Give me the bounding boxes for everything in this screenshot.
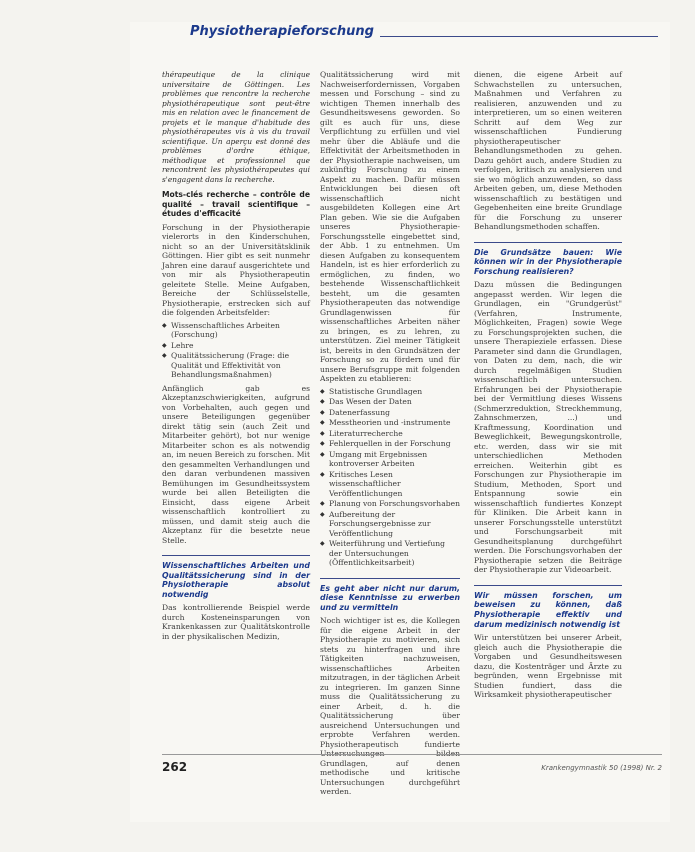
- section-heading: Es geht aber nicht nur darum, diese Kenntnisse zu erwerben und zu vermitteln: [320, 578, 460, 613]
- journal-citation: Krankengymnastik 50 (1998) Nr. 2: [541, 764, 662, 772]
- list-item: ◆ Kritisches Lesen wissenschaftlicher Veröffentlichungen: [320, 470, 460, 499]
- list-item: ◆ Messtheorien und -instrumente: [320, 418, 460, 428]
- section-heading: Wir müssen forschen, um beweisen zu können, daß Physiotherapie effektiv und darum medizinisch notwendig ist: [474, 585, 622, 629]
- list-item: ◆ Planung von Forschungsvorhaben: [320, 499, 460, 509]
- list-item: ◆ Literaturrecherche: [320, 429, 460, 439]
- body-paragraph: Anfänglich gab es Akzeptanzschwierigkeiten, aufgrund von Vorbehalten, auch gegen und unsere Beteiligungen gegenüber direkt tätig sein (auch Zeit und Mitarbeiter gehört), bot nur wenige Mitarbeiter schon es als notwendig an, im neuen Bereich zu forschen. Mit den gesammelten Verhandlungen und den daran verbundenen massiven Bemühungen im Gesundheitssystem wurde bei allen Beteiligten die Einsicht, dass eigene Arbeit wissenschaftlich kontrolliert zu müssen, und damit steig auch die Akzeptanz für die besetzte neue Stelle.: [162, 383, 310, 545]
- column-1: [162, 70, 310, 644]
- list-item: ◆ Aufbereitung der Forschungsergebnisse zur Veröffentlichung: [320, 510, 460, 539]
- keywords-heading: Mots-clés recherche – contrôle de qualité – travail scientifique – études d'efficacité: [162, 190, 310, 218]
- journal-page: [130, 22, 670, 822]
- column-3: [474, 70, 622, 703]
- list-item: ◆ Wissenschaftliches Arbeiten (Forschung): [162, 321, 310, 340]
- body-paragraph: Noch wichtiger ist es, die Kollegen für die eigene Arbeit in der Physiotherapie zu motivieren, sich stets zu hinterfragen und ihre Tätigkeiten nachzuweisen, wissenschaftliches Arbeiten mitzutragen, in der täglichen Arbeit zu integrieren. Im ganzen Sinne muss die Qualitätssicherung zu einer Arbeit, d. h. die Qualitätssicherung über ausreichend Untersuchungen und erprobte Verfahren werden. Physiotherapeutisch fundierte Untersuchungen bilden Grundlagen, auf denen methodische und kritische Untersuchungen durchgeführt werden.: [320, 616, 460, 797]
- body-paragraph: Das kontrollierende Beispiel werde durch Kosteneinsparungen von Krankenkassen zur Qualitätskontrolle in der physikalischen Medizin,: [162, 603, 310, 641]
- running-header: Physiotherapieforschung: [190, 24, 374, 39]
- list-item: ◆ Fehlerquellen in der Forschung: [320, 439, 460, 449]
- header-rule: [380, 36, 658, 37]
- body-paragraph: Forschung in der Physiotherapie vielerorts in den Kinderschuhen, nicht so an der Universitätsklinik Göttingen. Hier gibt es seit nunmehr Jahren eine darauf ausgerichtete und von mir als Physiotherapeutin geleitete Stelle. Meine Aufgaben, Bereiche der Schlüsselstelle, Physiotherapie, erstrecken sich auf die folgenden Arbeitsfelder:: [162, 222, 310, 317]
- task-list: [162, 321, 310, 380]
- section-heading: Die Grundsätze bauen: Wie können wir in der Physiotherapie Forschung realisieren?: [474, 242, 622, 277]
- list-item: ◆ Lehre: [162, 341, 310, 351]
- topics-list: [320, 387, 460, 568]
- list-item: ◆ Umgang mit Ergebnissen kontroverser Arbeiten: [320, 450, 460, 469]
- footer-rule: [162, 754, 662, 755]
- list-item: ◆ Datenerfassung: [320, 408, 460, 418]
- french-abstract: thérapeutique de la clinique universitaire de Göttingen. Les problèmes que rencontre la recherche physiothérapeutique sont peut-être mis en relation avec le financement de projets et le manque d'habitude des physiothérapeutes vis à vis du travail scientifique. Un aperçu est donné des problèmes d'ordre éthique, méthodique et professionnel que rencontrent les physiothérapeutes qui s'engagent dans la recherche.: [162, 70, 310, 184]
- section-heading: Wissenschaftliches Arbeiten und Qualitätssicherung sind in der Physiotherapie absolut notwendig: [162, 555, 310, 599]
- list-item: ◆ Weiterführung und Vertiefung der Untersuchungen (Öffentlichkeitsarbeit): [320, 539, 460, 568]
- column-2: [320, 70, 460, 800]
- body-paragraph: dienen, die eigene Arbeit auf Schwachstellen zu untersuchen, Maßnahmen und Verfahren zu realisieren, anzuwenden und zu interpretieren, um so einen weiteren Schritt auf dem Weg zur wissenschaftlichen Fundierung physiotherapeutischer Behandlungsmethoden zu gehen. Dazu gehört auch, andere Studien zu verfolgen, kritisch zu analysieren und sie wo möglich anzuwenden, so dass Arbeiten geben, um, diese Methoden wissenschaftlich zu bestätigen und Gegebenheiten eine breite Grundlage für die Forschung zu unserer Behandlungsmethoden schaffen.: [474, 70, 622, 231]
- body-paragraph: Dazu müssen die Bedingungen angepasst werden. Wir legen die Grundlagen, ein "Grundgerüst" (Verfahren, Instrumente, Möglichkeiten, Fragen) sowie Wege zu Forschungsprojekten suchen, die unsere Therapieziele erfassen. Diese Parameter sind dann die Grundlagen, von Daten zu dem, nach, die wir durch regelmäßigen Studien wissenschaftlich untersuchen. Erfahrungen bei der Physiotherapie bei der Vermittlung dieses Wissens (Schmerzreduktion, Streckhemmung, Zahnschmerzen, ...) und Kraftmessung, Koordination und Beweglichkeit, Bewegungskontrolle, etc. werden, dass wir sie mit unterschiedlichen Methoden erreichen. Weiterhin gibt es Forschungen zur Physiotherapie im Studium, Methoden, Sport und Entspannung sowie ein wissenschaftlich fundiertes Konzept für Kliniken. Die Arbeit kann in unserer Forschungsstelle unterstützt und Forschungsarbeit mit Gesundheitsplanung durchgeführt werden. Die Forschungsvorhaben der Physiotherapie setzen die Beiträge der Physiotherapie zur Videoarbeit.: [474, 280, 622, 575]
- body-paragraph: Qualitätssicherung wird mit Nachweiserfordernissen, Vorgaben messen und Forschung – sind zu wichtigen Themen innerhalb des Gesundheitswesens geworden. So gilt es auch für uns, diese Verpflichtung zu erfüllen und viel mehr über die Abläufe und die Effektivität der Arbeitsmethoden in der Physiotherapie nachweisen, um zukünftig Forschung zu einem Aspekt zu machen. Dafür müssen Entwicklungen bei diesen oft wissenschaftlich nicht ausgebildeten Kollegen eine Art Plan geben. Wie sie die Aufgaben unseres Physiotherapie-Forschungsstelle eingebettet sind, der Abb. 1 zu entnehmen. Um diesen Aufgaben zu konsequentem Handeln, ist es hier erforderlich zu ermöglichen, zu finden, wo bestehende Wissenschaftlichkeit besteht, um die gesamten Physiotherapeuten das notwendige Grundlagenwissen für wissenschaftliches Arbeiten näher zu bringen, es zu lehren, zu unterstützen. Ziel meiner Tätigkeit ist, bereits in den Grundsätzen der Forschung so zu fördern und für unsere Berufsgruppe mit folgenden Aspekten zu etablieren:: [320, 70, 460, 383]
- list-item: ◆ Das Wesen der Daten: [320, 397, 460, 407]
- page-number: 262: [162, 760, 188, 774]
- list-item: ◆ Qualitätssicherung (Frage: die Qualität und Effektivität von Behandlungsmaßnahmen): [162, 351, 310, 380]
- list-item: ◆ Statistische Grundlagen: [320, 387, 460, 397]
- body-paragraph: Wir unterstützen bei unserer Arbeit, gleich auch die Physiotherapie die Vorgaben und Gesundheitswesen dazu, die Kostenträger und Ärzte zu begründen, wenn Ergebnisse mit Studien fundiert, dass die Wirksamkeit physiotherapeutischer: [474, 633, 622, 700]
